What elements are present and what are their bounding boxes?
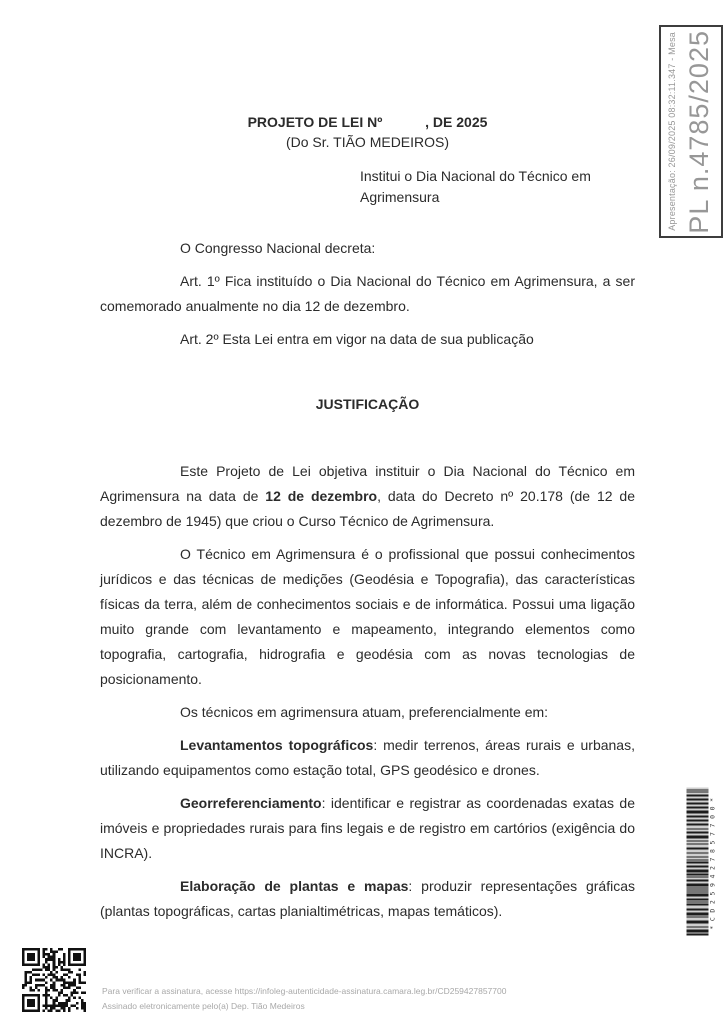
justification-p1-pre: Este Projeto de Lei objetiva instituir o Dia Nacional do Técnico em Agrimensura na data de [100, 463, 635, 504]
justification-paragraph-1 [100, 459, 635, 534]
activity-desc: : produzir representações gráficas (plantas topográficas, cartas planialtimétricas, mapas temáticos). [100, 878, 635, 919]
activity-term: Levantamentos topográficos [180, 737, 374, 753]
document-author: (Do Sr. TIÃO MEDEIROS) [285, 134, 450, 150]
activity-item-maps-plans [100, 874, 635, 924]
signature-footer [102, 984, 506, 1014]
qr-code [22, 948, 86, 1012]
activity-term: Elaboração de plantas e mapas [180, 878, 409, 894]
article-1: Art. 1º Fica instituído o Dia Nacional do Técnico em Agrimensura, a ser comemorado anualmente no dia 12 de dezembro. [100, 273, 635, 314]
justification-title: JUSTIFICAÇÃO [315, 396, 420, 412]
document-title: PROJETO DE LEI Nº , DE 2025 [247, 114, 488, 130]
signed-by-line: Assinado eletronicamente pelo(a) Dep. Tião Medeiros [102, 1001, 305, 1011]
activity-item-topographic-surveys [100, 733, 635, 783]
activity-item-georeferencing [100, 791, 635, 866]
justification-p1-post: , data do Decreto nº 20.178 (de 12 de dezembro de 1945) que criou o Curso Técnico de Agrimensura. [100, 488, 635, 529]
article-2: Art. 2º Esta Lei entra em vigor na data de sua publicação [180, 331, 534, 347]
epigraph: Institui o Dia Nacional do Técnico em Agrimensura [360, 168, 591, 205]
signature-verify-line: Para verificar a assinatura, acesse https://infoleg-autenticidade-assinatura.camara.leg.br/CD259427857700 [102, 986, 507, 996]
decree-intro: O Congresso Nacional decreta: [180, 240, 376, 256]
activity-desc: : identificar e registrar as coordenadas exatas de imóveis e propriedades rurais para fins legais e de registro em cartórios (exigência do INCRA). [100, 795, 635, 861]
justification-p1-bold-date: 12 de dezembro [265, 488, 378, 504]
document-body [100, 112, 635, 924]
barcode-text: *CD259427857700* [708, 793, 717, 930]
presentation-timestamp: Apresentação: 26/09/2025 08:32:11.347 - Mesa [667, 32, 678, 231]
bill-number: PL n.4785/2025 [683, 29, 714, 234]
presentation-stamp [659, 25, 723, 238]
justification-paragraph-2: O Técnico em Agrimensura é o profissional que possui conhecimentos jurídicos e das técnicas de medições (Geodésia e Topografia), das características físicas da terra, além de conhecimentos sociais e de informática. Possui uma ligação muito grande com levantamento e mapeamento, integrando elementos como topografia, cartografia, hidrografia e geodésia com as novas tecnologias de posicionamento. [100, 546, 635, 687]
barcode-bars [687, 788, 709, 936]
activity-desc: : medir terrenos, áreas rurais e urbanas, utilizando equipamentos como estação total, GPS geodésico e drones. [100, 737, 635, 778]
activity-term: Georreferenciamento [180, 795, 322, 811]
barcode [687, 788, 718, 936]
justification-paragraph-3: Os técnicos em agrimensura atuam, preferencialmente em: [180, 704, 549, 720]
